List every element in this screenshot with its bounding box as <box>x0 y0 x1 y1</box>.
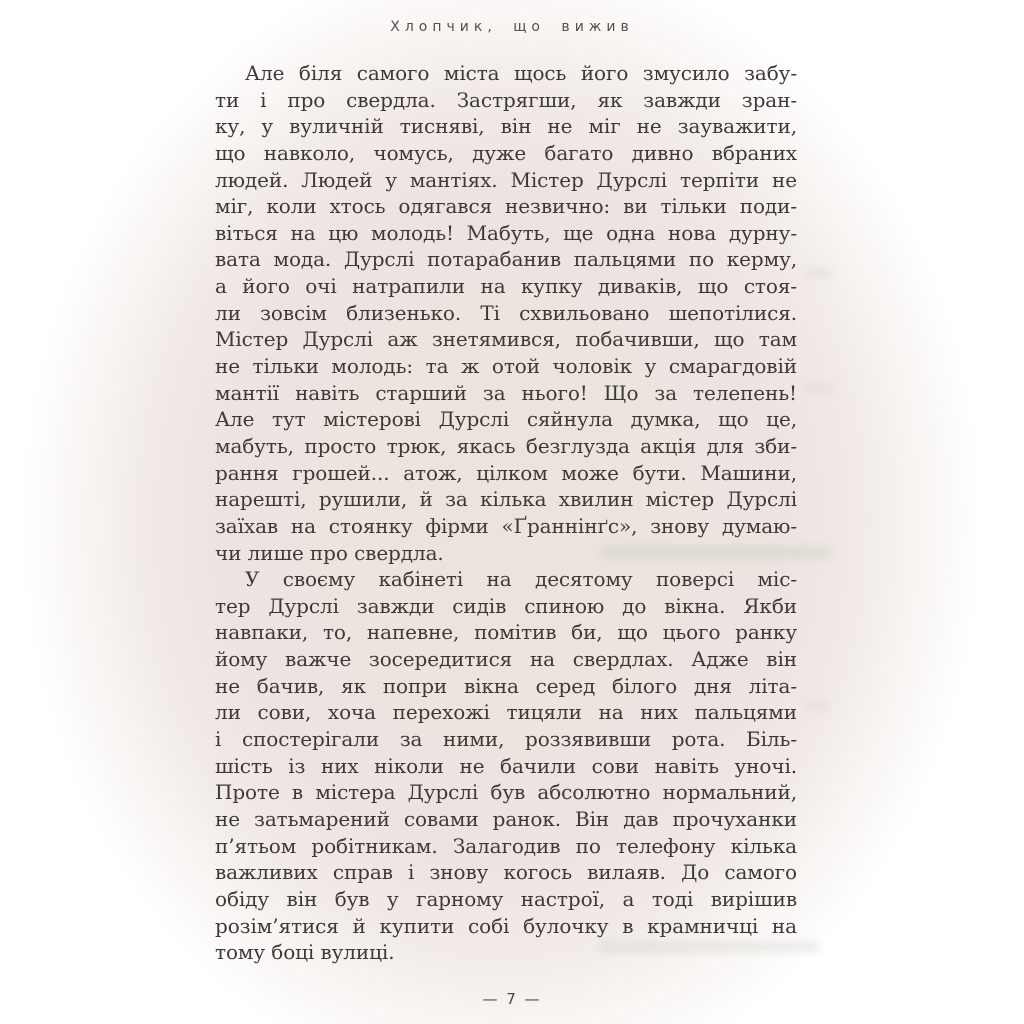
text-line: що навколо, чомусь, дуже багато дивно вбраних <box>215 140 797 165</box>
text-line: заїхав на стоянку фірми «Ґраннінґс», знову думаю- <box>215 513 797 538</box>
text-line: чи лише про свердла. <box>215 540 444 565</box>
text-line: ти і про свердла. Застрягши, як завжди зран- <box>215 87 797 112</box>
text-line: Але тут містерові Дурслі сяйнула думка, що це, <box>215 407 797 432</box>
text-line: ли зовсім близенько. Ті схвильовано шепотілися. <box>215 300 797 325</box>
ink-bleedthrough-mark <box>806 700 830 710</box>
text-line: людей. Людей у мантіях. Містер Дурслі терпіти не <box>215 167 797 192</box>
text-line: вата мода. Дурслі потарабанив пальцями по керму, <box>215 247 797 272</box>
text-line: обіду він був у гарному настрої, а тоді вирішив <box>215 886 797 911</box>
text-line: не тільки молодь: та ж отой чоловік у смарагдовій <box>215 354 797 379</box>
text-line: тому боці вулиці. <box>215 940 395 965</box>
text-line: ли сови, хоча перехожі тицяли на них пальцями <box>215 700 797 725</box>
text-line: Містер Дурслі аж знетямився, побачивши, що там <box>215 327 797 352</box>
text-line: міг, коли хтось одягався незвично: ви тільки поди- <box>215 194 797 219</box>
text-line: не затьмарений совами ранок. Він дав прочуханки <box>215 806 797 831</box>
page-number: — 7 — <box>482 990 542 1008</box>
body-text-block <box>215 60 797 966</box>
text-line: віться на цю молодь! Мабуть, ще одна нова дурну- <box>215 220 797 245</box>
text-line: шість із них ніколи не бачили сови навіть уночі. <box>215 753 797 778</box>
text-line: Але біля самого міста щось його змусило забу- <box>245 61 797 85</box>
running-header-chapter-title: Хлопчик, що вижив <box>390 19 634 35</box>
text-line: не бачив, як попри вікна серед білого дня літа- <box>215 673 797 698</box>
text-line: нарешті, рушили, й за кілька хвилин містер Дурслі <box>215 487 797 512</box>
ink-bleedthrough-mark <box>806 268 832 278</box>
text-line: п’ятьом робітникам. Залагодив по телефону кілька <box>215 833 797 858</box>
text-line: У своєму кабінеті на десятому поверсі міс- <box>245 567 797 592</box>
text-line: навпаки, то, напевне, помітив би, що цього ранку <box>215 620 797 645</box>
text-line: йому важче зосередитися на свердлах. Адже він <box>215 647 797 672</box>
text-line: важливих справ і знову когось вилаяв. До самого <box>215 860 797 885</box>
text-line: ку, у вуличній тисняві, він не міг не зауважити, <box>215 114 797 139</box>
text-line: рання грошей... атож, цілком може бути. Машини, <box>215 460 797 485</box>
text-line: тер Дурслі завжди сидів спиною до вікна. Якби <box>215 593 797 618</box>
text-line: розім’ятися й купити собі булочку в крамничці на <box>215 913 797 938</box>
text-line: мабуть, просто трюк, якась безглузда акція для зби- <box>215 433 797 458</box>
text-line: а його очі натрапили на купку диваків, що стоя- <box>215 274 797 299</box>
text-line: мантії навіть старший за нього! Що за телепень! <box>215 380 797 405</box>
text-line: і спостерігали за ними, роззявивши рота. Біль- <box>215 727 797 752</box>
text-line: Проте в містера Дурслі був абсолютно нормальний, <box>215 780 797 805</box>
ink-bleedthrough-mark <box>804 384 834 394</box>
